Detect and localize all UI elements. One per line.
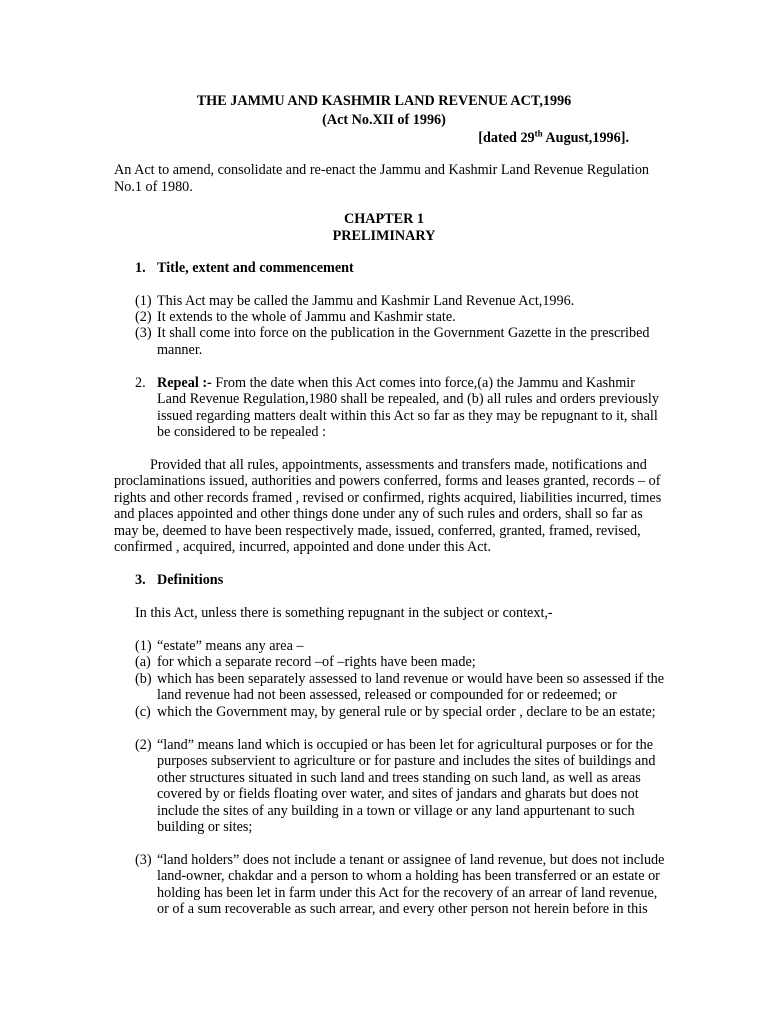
list-label: (a)	[135, 654, 151, 670]
list-label: (3)	[135, 325, 152, 341]
list-label: (2)	[135, 309, 152, 325]
intro-line: No.1 of 1980.	[114, 179, 193, 195]
paragraph-line: issued regarding matters dealt within this Act so far as they may be repugnant to it, shall	[157, 408, 658, 424]
intro-line: An Act to amend, consolidate and re-enact the Jammu and Kashmir Land Revenue Regulation	[114, 162, 650, 178]
paragraph-line: rights and other records framed , revised or confirmed, rights acquired, liabilities incurred, times	[114, 490, 662, 506]
list-label: (b)	[135, 671, 152, 687]
list-label: (c)	[135, 704, 151, 720]
paragraph-line: confirmed , acquired, incurred, appointed and done under this Act.	[114, 539, 492, 555]
list-label: (1)	[135, 638, 152, 654]
list-item-text: for which a separate record –of –rights have been made;	[157, 654, 476, 670]
list-item-text: which has been separately assessed to land revenue or would have been so assessed if the	[157, 671, 665, 687]
section-number: 1.	[135, 260, 146, 276]
act-date: [dated 29th August,1996].	[478, 128, 629, 146]
section-2-first-line: Repeal :- From the date when this Act comes into force,(a) the Jammu and Kashmir	[157, 375, 635, 391]
act-number: (Act No.XII of 1996)	[322, 112, 446, 128]
list-item-text: or of a sum recoverable as such arrear, and every other person not herein before in this	[157, 901, 648, 917]
list-item-text: It extends to the whole of Jammu and Kashmir state.	[157, 309, 456, 325]
list-label: (3)	[135, 852, 152, 868]
list-label: (1)	[135, 293, 152, 309]
section-number: 2.	[135, 375, 146, 391]
paragraph-line: Provided that all rules, appointments, assessments and transfers made, notifications and	[150, 457, 647, 473]
list-item-text: land revenue had not been assessed, released or compounded for or redeemed; or	[157, 687, 617, 703]
list-item-text: manner.	[157, 342, 203, 358]
list-item-text: “land holders” does not include a tenant or assignee of land revenue, but does not include	[157, 852, 665, 868]
list-item-text: other structures situated in such land and trees standing on such land, as well as areas	[157, 770, 641, 786]
list-item-text: It shall come into force on the publication in the Government Gazette in the prescribed	[157, 325, 650, 341]
chapter-name: PRELIMINARY	[332, 228, 436, 244]
list-item-text: purposes subservient to agriculture or for pasture and includes the sites of buildings and	[157, 753, 656, 769]
paragraph-line: may be, deemed to have been respectively made, issued, conferred, granted, framed, revised,	[114, 523, 641, 539]
list-item-text: covered by or fields floating over water, and sites of jandars and gharats but does not	[157, 786, 639, 802]
list-label: (2)	[135, 737, 152, 753]
section-heading: Title, extent and commencement	[157, 260, 354, 276]
list-item-text: “estate” means any area –	[157, 638, 304, 654]
section-number: 3.	[135, 572, 146, 588]
paragraph-line: and places appointed and other things done under any of such rules and orders, shall so far as	[114, 506, 643, 522]
paragraph-line: proclaminations issued, authorities and powers conferred, forms and leases granted, records – of	[114, 473, 661, 489]
chapter-label: CHAPTER 1	[343, 211, 424, 227]
list-item-text: building or sites;	[157, 819, 253, 835]
list-item-text: land-owner, chakdar and a person to whom a holding has been transferred or an estate or	[157, 868, 660, 884]
paragraph-line: Land Revenue Regulation,1980 shall be repealed, and (b) all rules and orders previously	[157, 391, 659, 407]
list-item-text: “land” means land which is occupied or has been let for agricultural purposes or for the	[157, 737, 653, 753]
list-item-text: which the Government may, by general rule or by special order , declare to be an estate;	[157, 704, 656, 720]
act-title: THE JAMMU AND KASHMIR LAND REVENUE ACT,1996	[196, 93, 572, 109]
list-item-text: holding has been let in farm under this Act for the recovery of an arrear of land revenue,	[157, 885, 658, 901]
section-heading: Repeal :-	[157, 375, 212, 391]
list-item-text: include the sites of any building in a town or village or any land appurtenant to such	[157, 803, 635, 819]
section-heading: Definitions	[157, 572, 224, 588]
paragraph-line: be considered to be repealed :	[157, 424, 326, 440]
list-item-text: This Act may be called the Jammu and Kashmir Land Revenue Act,1996.	[157, 293, 575, 309]
definitions-intro: In this Act, unless there is something repugnant in the subject or context,-	[135, 605, 553, 621]
